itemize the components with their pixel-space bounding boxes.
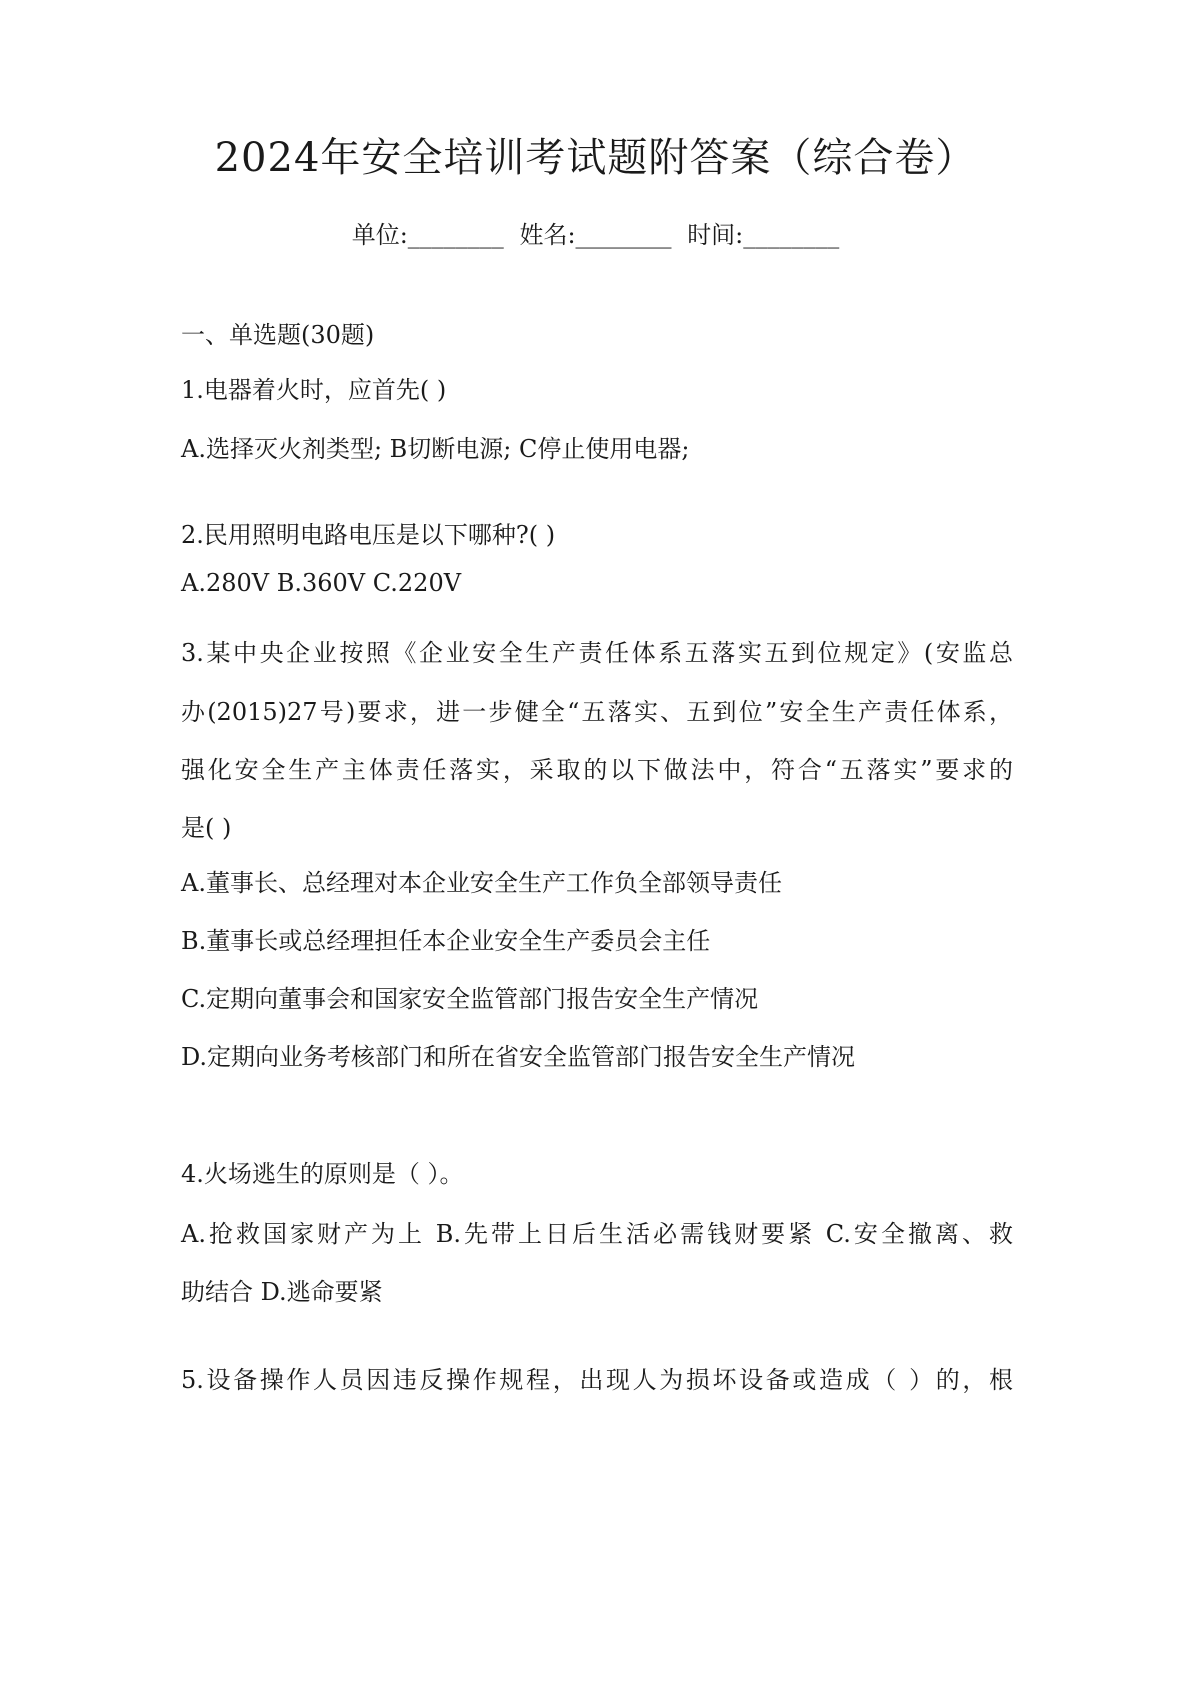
name-field: 姓名:________ bbox=[519, 221, 672, 249]
question-3-stem-line-2: 办(2015)27号)要求，进一步健全“五落实、五到位”安全生产责任体系， bbox=[181, 698, 1013, 726]
question-3-option-b: B.董事长或总经理担任本企业安全生产委员会主任 bbox=[181, 927, 711, 955]
question-1-options: A.选择灭火剂类型; B切断电源; C停止使用电器; bbox=[181, 435, 690, 463]
question-4-stem: 4.火场逃生的原则是（ ）。 bbox=[181, 1160, 464, 1188]
question-3-stem-line-4: 是( ) bbox=[181, 814, 232, 842]
question-4-options-line-1: A.抢救国家财产为上 B.先带上日后生活必需钱财要紧 C.安全撤离、救 bbox=[181, 1220, 1013, 1248]
question-4-options-line-2: 助结合 D.逃命要紧 bbox=[181, 1278, 383, 1306]
question-3-option-c: C.定期向董事会和国家安全监管部门报告安全生产情况 bbox=[181, 985, 759, 1013]
document-title: 2024年安全培训考试题附答案（综合卷） bbox=[214, 135, 977, 181]
question-1-stem: 1.电器着火时，应首先( ) bbox=[181, 376, 447, 404]
section-heading: 一、单选题(30题) bbox=[181, 321, 375, 349]
question-3-stem-line-3: 强化安全生产主体责任落实，采取的以下做法中，符合“五落实”要求的 bbox=[181, 756, 1013, 784]
question-2-stem: 2.民用照明电路电压是以下哪种?( ) bbox=[181, 521, 556, 549]
time-field: 时间:________ bbox=[687, 221, 840, 249]
question-3-option-d: D.定期向业务考核部门和所在省安全监管部门报告安全生产情况 bbox=[181, 1043, 856, 1071]
info-line bbox=[0, 218, 1191, 252]
question-5-stem: 5.设备操作人员因违反操作规程，出现人为损坏设备或造成（ ）的，根 bbox=[181, 1366, 1013, 1394]
question-3-option-a: A.董事长、总经理对本企业安全生产工作负全部领导责任 bbox=[181, 869, 782, 897]
unit-field: 单位:________ bbox=[351, 221, 504, 249]
question-2-options: A.280V B.360V C.220V bbox=[181, 569, 462, 597]
question-3-stem-line-1: 3.某中央企业按照《企业安全生产责任体系五落实五到位规定》(安监总 bbox=[181, 639, 1013, 667]
